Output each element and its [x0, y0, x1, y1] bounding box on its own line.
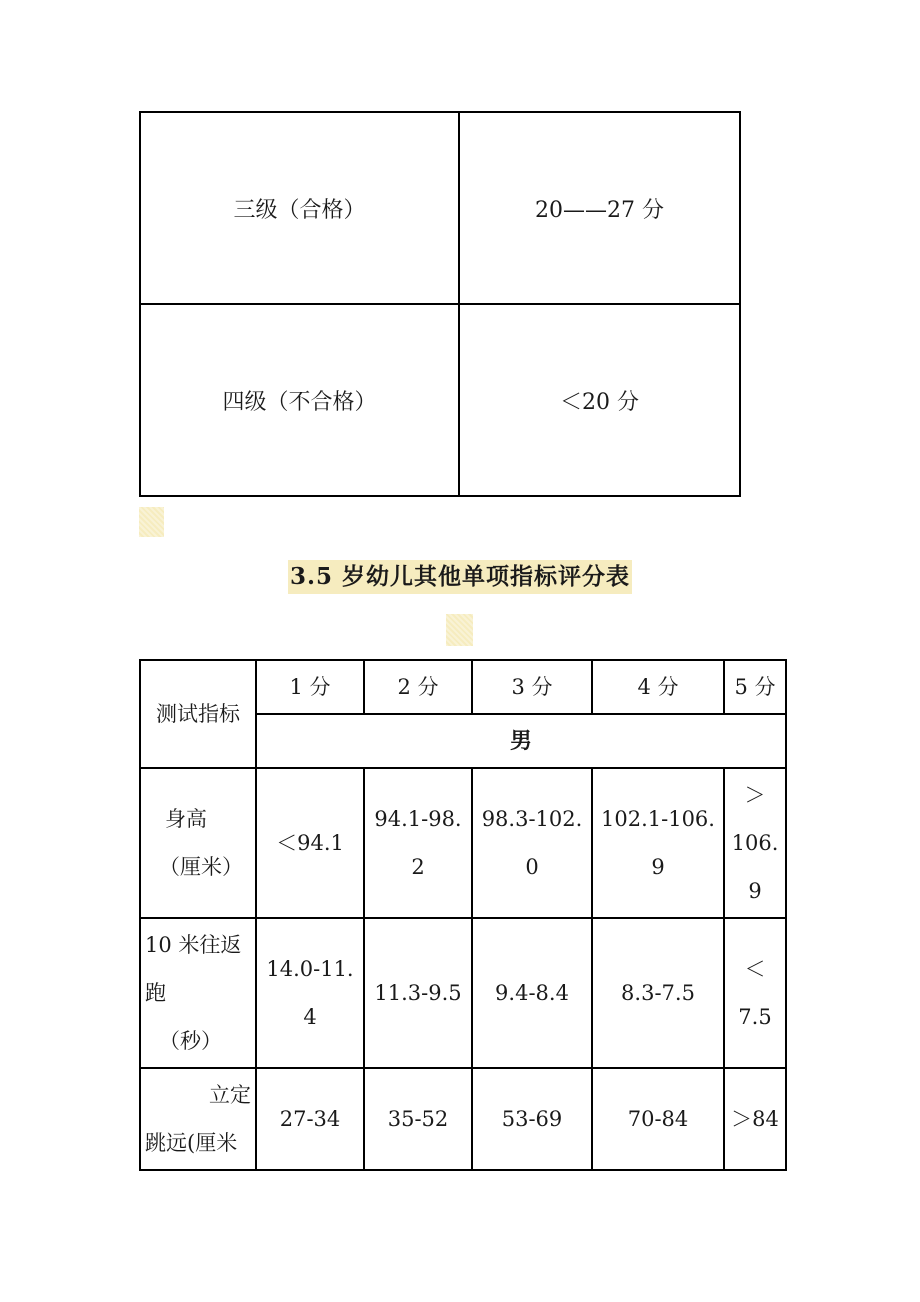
grade-row — [140, 304, 740, 496]
score-cell — [592, 1068, 724, 1170]
score-header-cell: 3 分 — [472, 660, 592, 714]
score-cell — [364, 1068, 472, 1170]
score-cell-line: 8.3-7.5 — [621, 981, 695, 1005]
score-cell — [724, 1068, 786, 1170]
score-cell-line: ＜ — [744, 957, 766, 981]
table-row — [140, 1068, 786, 1170]
indicator-label-cell — [140, 768, 256, 918]
grade-score-cell: 20——27 分 — [459, 112, 740, 304]
score-cell — [592, 768, 724, 918]
score-header-cell: 1 分 — [256, 660, 364, 714]
grade-table — [139, 111, 741, 497]
score-cell-line: 9 — [748, 879, 762, 903]
score-cell-line: 9 — [651, 855, 665, 879]
score-cell — [724, 768, 786, 918]
grade-level-cell: 三级（合格） — [140, 112, 459, 304]
score-cell-line: 2 — [411, 855, 425, 879]
score-cell — [472, 918, 592, 1068]
score-cell-line: 0 — [525, 855, 539, 879]
score-cell — [256, 918, 364, 1068]
indicator-label-line: 10 米往返 — [145, 933, 242, 957]
section-title: 3.5 岁幼儿其他单项指标评分表 — [288, 560, 632, 594]
score-cell-line: 94.1-98. — [374, 807, 462, 831]
score-cell — [256, 1068, 364, 1170]
indicator-label-line: 跳远(厘米 — [145, 1131, 238, 1155]
score-header-cell: 2 分 — [364, 660, 472, 714]
score-cell — [364, 918, 472, 1068]
score-cell — [472, 768, 592, 918]
score-cell-line: 7.5 — [738, 1005, 772, 1029]
score-cell-line: 98.3-102. — [481, 807, 583, 831]
grade-level-cell: 四级（不合格） — [140, 304, 459, 496]
score-header-cell: 4 分 — [592, 660, 724, 714]
indicator-label-cell — [140, 918, 256, 1068]
indicator-label-line: 立定 — [209, 1083, 251, 1107]
indicator-label-line: 跑 — [145, 981, 166, 1005]
indicator-header-cell: 测试指标 — [140, 660, 256, 768]
score-cell — [472, 1068, 592, 1170]
score-cell — [592, 918, 724, 1068]
score-cell-line: 70-84 — [627, 1107, 689, 1131]
score-cell-line: 11.3-9.5 — [374, 981, 462, 1005]
sex-label-cell: 男 — [256, 714, 786, 768]
score-table — [139, 659, 787, 1171]
grade-score-cell: ＜20 分 — [459, 304, 740, 496]
score-cell-line: 102.1-106. — [601, 807, 715, 831]
grade-row — [140, 112, 740, 304]
score-cell-line: 35-52 — [387, 1107, 449, 1131]
indicator-label-line: 身高 — [165, 807, 207, 831]
score-cell-line: 4 — [303, 1005, 317, 1029]
indicator-label-cell — [140, 1068, 256, 1170]
score-cell — [364, 768, 472, 918]
score-cell-line: 27-34 — [279, 1107, 341, 1131]
score-cell — [724, 918, 786, 1068]
score-cell-line: ＞84 — [731, 1107, 779, 1131]
highlight-marker — [446, 614, 473, 646]
score-cell-line: 9.4-8.4 — [495, 981, 569, 1005]
highlight-marker — [139, 507, 164, 537]
score-header-row — [140, 660, 786, 714]
score-cell-line: 53-69 — [501, 1107, 563, 1131]
table-row — [140, 918, 786, 1068]
table-row — [140, 768, 786, 918]
score-cell-line: ＞ — [744, 783, 766, 807]
score-cell-line: 106. — [731, 831, 779, 855]
score-cell-line: 14.0-11. — [266, 957, 354, 981]
score-header-cell: 5 分 — [724, 660, 786, 714]
indicator-label-line: （厘米） — [159, 855, 243, 879]
score-cell — [256, 768, 364, 918]
score-cell-line: ＜94.1 — [276, 831, 344, 855]
indicator-label-line: （秒） — [159, 1029, 222, 1053]
